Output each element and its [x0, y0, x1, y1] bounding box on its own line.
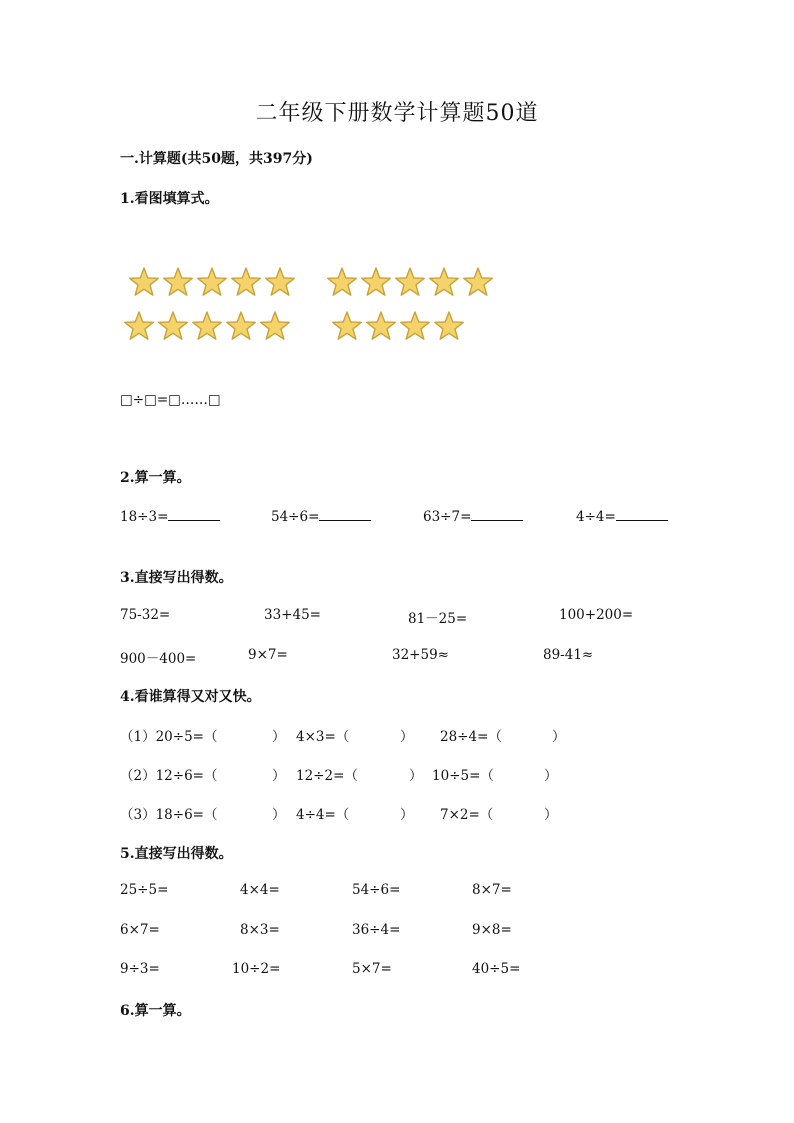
q2-item: 54÷6=	[271, 508, 371, 525]
q4-item: （3）18÷6=（	[120, 807, 218, 823]
star-icon	[462, 266, 494, 298]
star-group-2	[326, 266, 494, 298]
q4-paren-close: ）	[409, 768, 423, 784]
star-icon	[360, 266, 392, 298]
star-icon	[157, 310, 189, 342]
star-icon	[326, 266, 358, 298]
star-icon	[365, 310, 397, 342]
q5-item: 9×8=	[472, 922, 512, 938]
question-2-label: 2.算一算。	[120, 470, 191, 486]
q2-item: 63÷7=	[423, 508, 523, 525]
answer-blank[interactable]	[168, 508, 220, 521]
answer-blank[interactable]	[616, 508, 668, 521]
star-icon	[123, 310, 155, 342]
q5-item: 9÷3=	[120, 961, 160, 977]
q4-item: 28÷4=（	[440, 729, 502, 745]
q3-item: 100+200=	[559, 607, 634, 623]
star-icon	[191, 310, 223, 342]
q4-paren-close: ）	[400, 729, 414, 745]
q4-paren-close: ）	[272, 807, 286, 823]
question-1-label: 1.看图填算式。	[120, 191, 219, 207]
question-5-label: 5.直接写出得数。	[120, 846, 233, 862]
q5-item: 10÷2=	[232, 961, 281, 977]
q3-item: 32+59≈	[392, 647, 449, 663]
star-icon	[433, 310, 465, 342]
q4-paren-close: ）	[544, 807, 558, 823]
q4-paren-close: ）	[272, 768, 286, 784]
q5-item: 25÷5=	[120, 882, 169, 898]
q3-item: 75-32=	[120, 607, 171, 623]
star-icon	[225, 310, 257, 342]
q4-paren-close: ）	[400, 807, 414, 823]
star-icon	[331, 310, 363, 342]
answer-blank[interactable]	[471, 508, 523, 521]
star-icon	[394, 266, 426, 298]
q3-item: 33+45=	[264, 607, 321, 623]
q4-item: 4÷4=（	[296, 807, 350, 823]
star-icon	[259, 310, 291, 342]
q4-item: 12÷2=（	[296, 768, 358, 784]
q4-item: 4×3=（	[296, 729, 350, 745]
q3-item: 81－25=	[408, 611, 468, 627]
q3-item: 9×7=	[248, 647, 288, 663]
q4-paren-close: ）	[544, 768, 558, 784]
star-icon	[196, 266, 228, 298]
q4-item: 7×2=（	[440, 807, 494, 823]
q5-item: 40÷5=	[472, 961, 521, 977]
question-6-label: 6.算一算。	[120, 1003, 191, 1019]
section-heading: 一.计算题(共50题，共397分)	[120, 151, 313, 167]
q2-item: 18÷3=	[120, 508, 220, 525]
q3-item: 89-41≈	[543, 647, 594, 663]
q5-item: 36÷4=	[352, 922, 401, 938]
q4-paren-close: ）	[272, 729, 286, 745]
star-icon	[128, 266, 160, 298]
q5-item: 6×7=	[120, 922, 160, 938]
question-3-label: 3.直接写出得数。	[120, 570, 233, 586]
star-icon	[428, 266, 460, 298]
q5-item: 8×3=	[240, 922, 280, 938]
q5-item: 5×7=	[352, 961, 392, 977]
star-icon	[230, 266, 262, 298]
page-title: 二年级下册数学计算题50道	[255, 101, 539, 126]
star-icon	[399, 310, 431, 342]
q4-paren-close: ）	[552, 729, 566, 745]
question-4-label: 4.看谁算得又对又快。	[120, 689, 261, 705]
q4-item: 10÷5=（	[432, 768, 494, 784]
q5-item: 4×4=	[240, 882, 280, 898]
q4-item: （1）20÷5=（	[120, 729, 218, 745]
q4-item: （2）12÷6=（	[120, 768, 218, 784]
q5-item: 54÷6=	[352, 882, 401, 898]
division-formula: □÷□=□……□	[120, 392, 221, 408]
star-icon	[162, 266, 194, 298]
star-group-3	[123, 310, 291, 342]
answer-blank[interactable]	[319, 508, 371, 521]
star-group-1	[128, 266, 296, 298]
star-icon	[264, 266, 296, 298]
q5-item: 8×7=	[472, 882, 512, 898]
q3-item: 900－400=	[120, 651, 197, 667]
q2-item: 4÷4=	[576, 508, 668, 525]
star-group-4	[331, 310, 465, 342]
